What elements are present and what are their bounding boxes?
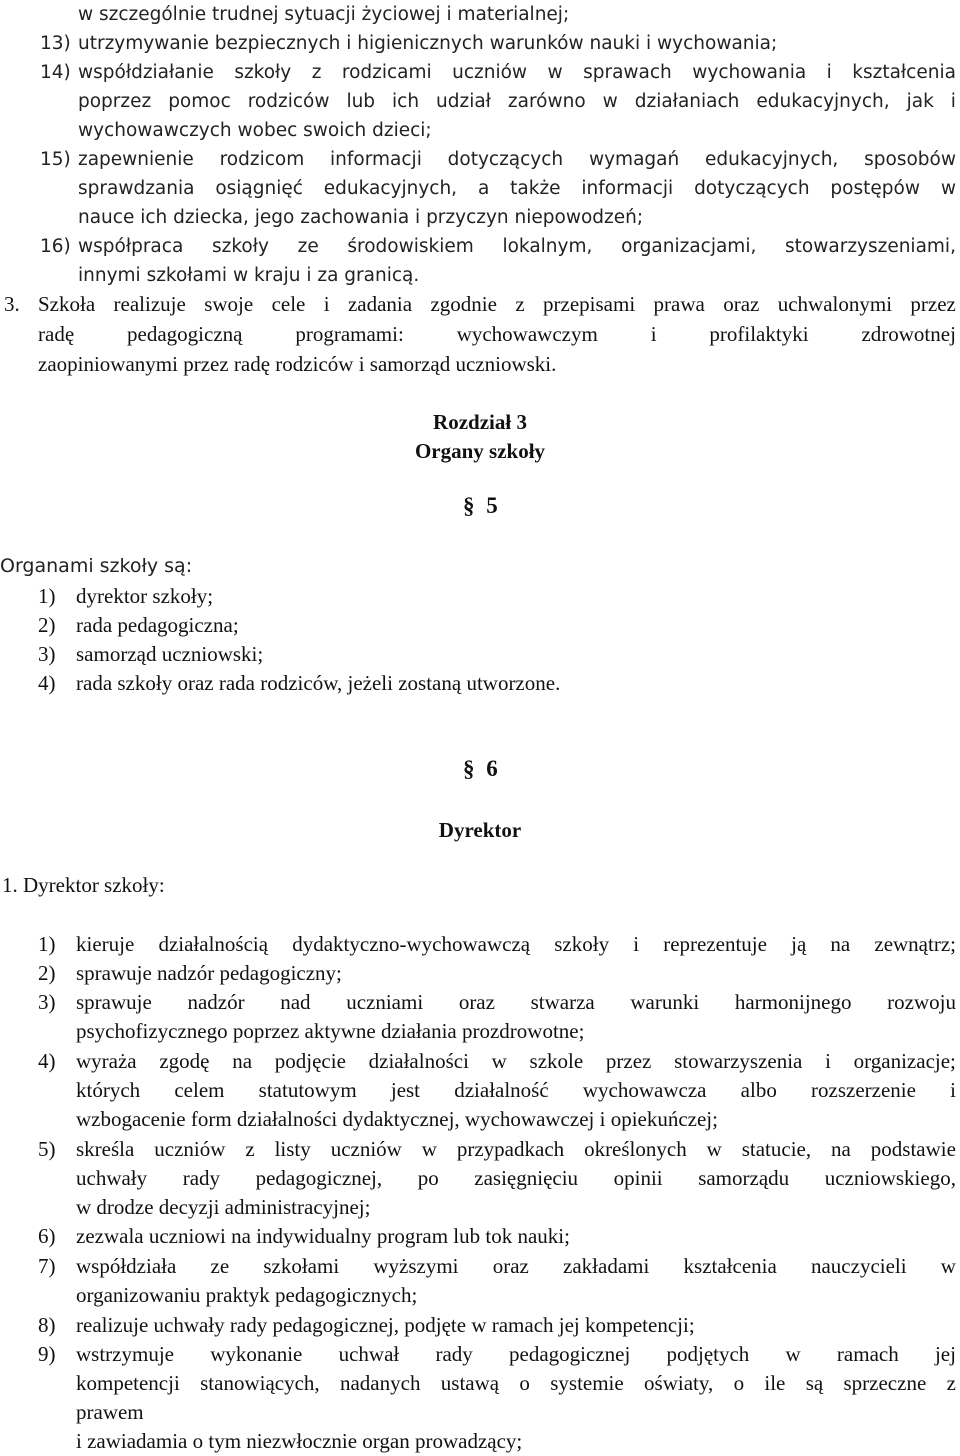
director-item-2-line-1: sprawuje nadzór pedagogiczny; <box>76 961 342 985</box>
word: ze <box>210 1254 230 1278</box>
section-sign: § <box>463 493 475 518</box>
word: kieruje <box>76 932 135 956</box>
word: wychowania <box>692 62 807 83</box>
point-3-line-3: zaopiniowanymi przez radę rodziców i samorząd uczniowski. <box>38 352 557 376</box>
word: uczniów <box>330 1137 402 1161</box>
word: statutowym <box>258 1078 357 1102</box>
point-3-line-1 <box>38 290 956 319</box>
director-title: Dyrektor <box>438 818 522 842</box>
word: rady <box>435 1342 473 1366</box>
word: oświaty, <box>644 1371 714 1395</box>
item-14-line-1 <box>78 58 956 87</box>
word: działalności <box>368 1049 469 1073</box>
director-item-6-line-1: zezwala uczniowi na indywidualny program lub tok nauki; <box>76 1224 570 1248</box>
director-item-5-line-2 <box>76 1164 956 1193</box>
word: szkoły <box>211 236 269 257</box>
word: podjętych <box>666 1342 750 1366</box>
word: podstawie <box>870 1137 956 1161</box>
word: profilaktyki <box>709 322 809 346</box>
word: listy <box>274 1137 311 1161</box>
word: pedagogicznej <box>509 1342 631 1366</box>
item-16-number: 16) <box>40 236 71 257</box>
word: rodzicami <box>341 62 432 83</box>
word: uczniów <box>452 62 528 83</box>
word: stwarza <box>530 990 595 1014</box>
word: przepisami <box>543 292 636 316</box>
word: działaniach <box>634 91 740 112</box>
word: nadanych <box>339 1371 421 1395</box>
word: szkoły <box>234 62 292 83</box>
word: lub <box>346 91 376 112</box>
word: wychowawcza <box>582 1078 707 1102</box>
word: edukacyjnych, <box>323 178 458 199</box>
word: uchwalonymi <box>777 292 893 316</box>
word: albo <box>740 1078 777 1102</box>
word: w <box>421 1137 437 1161</box>
word: wychowawczym <box>456 322 598 346</box>
organs-intro: Organami szkoły są: <box>0 555 193 577</box>
organ-1-text: dyrektor szkoły; <box>76 584 214 608</box>
word: na <box>830 932 851 956</box>
word: wstrzymuje <box>76 1342 174 1366</box>
word: szkole <box>529 1049 584 1073</box>
word: po <box>417 1166 439 1190</box>
director-item-9-line-3: prawem <box>76 1400 144 1424</box>
paragraph-5-heading <box>463 493 498 519</box>
word: poprzez <box>78 91 152 112</box>
organ-4-number: 4) <box>38 671 56 695</box>
word: na <box>232 1049 253 1073</box>
word: a <box>477 178 490 199</box>
word: przypadkach <box>456 1137 565 1161</box>
word: z <box>946 1371 956 1395</box>
word: ustawą <box>440 1371 500 1395</box>
word: zgodnie <box>430 292 497 316</box>
word: stanowiących, <box>200 1371 320 1395</box>
word: rady <box>182 1166 221 1190</box>
director-item-3-line-2: psychofizycznego poprzez aktywne działania prozdrowotne; <box>76 1019 585 1043</box>
word: sprawuje <box>76 990 152 1014</box>
word: zarówno <box>507 91 586 112</box>
director-item-1-number: 1) <box>38 932 56 956</box>
word: dydaktyczno-wychowawczą <box>292 932 531 956</box>
item-14-number: 14) <box>40 62 71 83</box>
word: w <box>940 178 956 199</box>
director-item-4-number: 4) <box>38 1049 56 1073</box>
word: pomoc <box>168 91 231 112</box>
word: jest <box>390 1078 421 1102</box>
word: ich <box>392 91 420 112</box>
word: dotyczących <box>447 149 564 170</box>
word: określonych <box>584 1137 687 1161</box>
word: warunki <box>630 990 700 1014</box>
word: celem <box>174 1078 225 1102</box>
word: w <box>785 1342 801 1366</box>
word: w <box>491 1049 507 1073</box>
director-item-7-line-1 <box>76 1252 956 1281</box>
director-item-8-number: 8) <box>38 1313 56 1337</box>
item-14-line-2 <box>78 87 956 116</box>
word: i <box>633 932 640 956</box>
director-item-3-number: 3) <box>38 990 56 1014</box>
word: swoje <box>204 292 254 316</box>
word: sposobów <box>864 149 956 170</box>
word: w <box>547 62 563 83</box>
word: dotyczących <box>694 178 810 199</box>
word: uczniów <box>154 1137 226 1161</box>
item-15-number: 15) <box>40 149 71 170</box>
word: edukacyjnych, <box>705 149 839 170</box>
word: z <box>245 1137 255 1161</box>
word: i <box>950 1078 956 1102</box>
word: reprezentuje <box>663 932 767 956</box>
paragraph-6-heading <box>463 756 498 782</box>
word: postępów <box>830 178 920 199</box>
director-item-9-line-2 <box>76 1369 956 1398</box>
word: kształcenia <box>683 1254 777 1278</box>
word: i <box>950 91 956 112</box>
word: wyższymi <box>373 1254 459 1278</box>
item-15-line-2 <box>78 174 956 203</box>
word: uczniowskiego, <box>824 1166 956 1190</box>
word: realizuje <box>113 292 186 316</box>
word: pedagogiczną <box>127 322 243 346</box>
word: Szkoła <box>38 292 96 316</box>
word: opinii <box>613 1166 663 1190</box>
director-item-9-line-1 <box>76 1340 956 1369</box>
word: zasięgnięciu <box>474 1166 579 1190</box>
organ-1-number: 1) <box>38 584 56 608</box>
word: z <box>311 62 322 83</box>
paragraph-5-number: 5 <box>486 493 498 518</box>
word: radę <box>38 322 75 346</box>
word: przez <box>910 292 956 316</box>
director-item-4-line-2 <box>76 1076 956 1105</box>
point-3-number: 3. <box>4 292 20 316</box>
organ-3-text: samorząd uczniowski; <box>76 642 264 666</box>
word: ramach <box>836 1342 899 1366</box>
item-16-line-1 <box>78 232 956 261</box>
organ-2-number: 2) <box>38 613 56 637</box>
word: rodzicom <box>219 149 305 170</box>
word: programami: <box>295 322 404 346</box>
item-13-text: utrzymywanie bezpiecznych i higienicznych warunków nauki i wychowania; <box>78 33 778 54</box>
organ-3-number: 3) <box>38 642 56 666</box>
word: oraz <box>458 990 495 1014</box>
word: ją <box>791 932 807 956</box>
word: organizacje; <box>853 1049 956 1073</box>
director-item-4-line-3: wzbogacenie form działalności dydaktycznej, wychowawczej i opiekuńczej; <box>76 1107 718 1131</box>
word: rodziców <box>247 91 330 112</box>
word: szkołami <box>263 1254 340 1278</box>
word: zdrowotnej <box>861 322 956 346</box>
word: jej <box>934 1342 956 1366</box>
word: ze <box>297 236 319 257</box>
word: o <box>519 1371 530 1395</box>
word: rozszerzenie <box>811 1078 916 1102</box>
word: których <box>76 1078 141 1102</box>
chapter-title: Rozdział 3 <box>433 410 527 434</box>
word: kształcenia <box>852 62 956 83</box>
word: o <box>733 1371 745 1395</box>
word: także <box>510 178 561 199</box>
word: uchwał <box>338 1342 400 1366</box>
item-16-line-2: innymi szkołami w kraju i za granicą. <box>78 265 420 286</box>
word: sprawach <box>583 62 672 83</box>
word: harmonijnego <box>734 990 852 1014</box>
director-item-2-number: 2) <box>38 961 56 985</box>
director-item-5-line-1 <box>76 1135 956 1164</box>
word: wymagań <box>588 149 680 170</box>
word: zgodę <box>159 1049 210 1073</box>
word: organizacjami, <box>621 236 757 257</box>
item-13-number: 13) <box>40 33 71 54</box>
word: szkoły <box>554 932 610 956</box>
word: i <box>826 62 832 83</box>
director-item-7-line-2: organizowaniu praktyk pedagogicznych; <box>76 1283 418 1307</box>
organ-2-text: rada pedagogiczna; <box>76 613 239 637</box>
word: i <box>825 1049 831 1073</box>
word: cele <box>271 292 306 316</box>
section-sign: § <box>463 756 475 781</box>
word: jak <box>906 91 934 112</box>
word: stowarzyszeniami, <box>785 236 956 257</box>
director-item-3-line-1 <box>76 988 956 1017</box>
paragraph-6-number: 6 <box>486 756 498 781</box>
word: informacji <box>581 178 674 199</box>
item-15-line-3: nauce ich dziecka, jego zachowania i przyczyn niepowodzeń; <box>78 207 644 228</box>
word: podjęcie <box>274 1049 346 1073</box>
word: wyraża <box>76 1049 137 1073</box>
director-item-4-line-1 <box>76 1047 956 1076</box>
word: wykonanie <box>210 1342 303 1366</box>
director-item-6-number: 6) <box>38 1224 56 1248</box>
word: zewnątrz; <box>874 932 956 956</box>
organ-4-text: rada szkoły oraz rada rodziców, jeżeli zostaną utworzone. <box>76 671 561 695</box>
continuation-line: w szczególnie trudnej sytuacji życiowej i materialnej; <box>78 4 570 25</box>
point-3-line-2 <box>38 320 956 349</box>
word: oraz <box>492 1254 529 1278</box>
word: i <box>650 322 657 346</box>
word: sprzeczne <box>843 1371 927 1395</box>
word: informacji <box>330 149 422 170</box>
word: ile <box>764 1371 786 1395</box>
word: przez <box>605 1049 652 1073</box>
director-item-9-number: 9) <box>38 1342 56 1366</box>
word: środowiskiem <box>347 236 474 257</box>
word: nad <box>280 990 311 1014</box>
word: edukacyjnych, <box>756 91 890 112</box>
word: zadania <box>347 292 413 316</box>
word: na <box>831 1137 851 1161</box>
director-intro: 1. Dyrektor szkoły: <box>2 873 165 897</box>
word: są <box>805 1371 824 1395</box>
word: i <box>323 292 330 316</box>
word: systemie <box>550 1371 624 1395</box>
word: oraz <box>723 292 760 316</box>
word: sprawdzania <box>78 178 195 199</box>
chapter-subtitle: Organy szkoły <box>414 439 546 463</box>
item-15-line-1 <box>78 145 956 174</box>
word: zakładami <box>563 1254 650 1278</box>
word: uczniami <box>346 990 424 1014</box>
word: udział <box>436 91 491 112</box>
word: w <box>706 1137 722 1161</box>
director-item-1-line-1 <box>76 930 956 959</box>
word: współpraca <box>78 236 184 257</box>
word: działalnością <box>158 932 269 956</box>
word: współdziała <box>76 1254 177 1278</box>
word: w <box>940 1254 956 1278</box>
word: kompetencji <box>76 1371 180 1395</box>
word: działalność <box>454 1078 549 1102</box>
director-item-5-line-3: w drodze decyzji administracyjnej; <box>76 1195 371 1219</box>
word: stowarzyszenia <box>674 1049 803 1073</box>
word: statucie, <box>741 1137 812 1161</box>
item-14-line-3: wychowawczych wobec swoich dzieci; <box>78 120 432 141</box>
word: w <box>602 91 618 112</box>
word: zapewnienie <box>78 149 194 170</box>
word: nadzór <box>187 990 245 1014</box>
director-item-9-line-4: i zawiadamia o tym niezwłocznie organ prowadzący; <box>76 1429 523 1453</box>
word: prawa <box>653 292 705 316</box>
word: lokalnym, <box>502 236 593 257</box>
word: rozwoju <box>887 990 956 1014</box>
word: nauczycieli <box>810 1254 907 1278</box>
director-item-7-number: 7) <box>38 1254 56 1278</box>
word: samorządu <box>698 1166 790 1190</box>
word: uchwały <box>76 1166 148 1190</box>
word: pedagogicznej, <box>255 1166 383 1190</box>
word: współdziałanie <box>78 62 214 83</box>
word: z <box>515 292 525 316</box>
director-item-8-line-1: realizuje uchwały rady pedagogicznej, podjęte w ramach jej kompetencji; <box>76 1313 695 1337</box>
director-item-5-number: 5) <box>38 1137 56 1161</box>
word: skreśla <box>76 1137 135 1161</box>
word: osiągnięć <box>215 178 303 199</box>
